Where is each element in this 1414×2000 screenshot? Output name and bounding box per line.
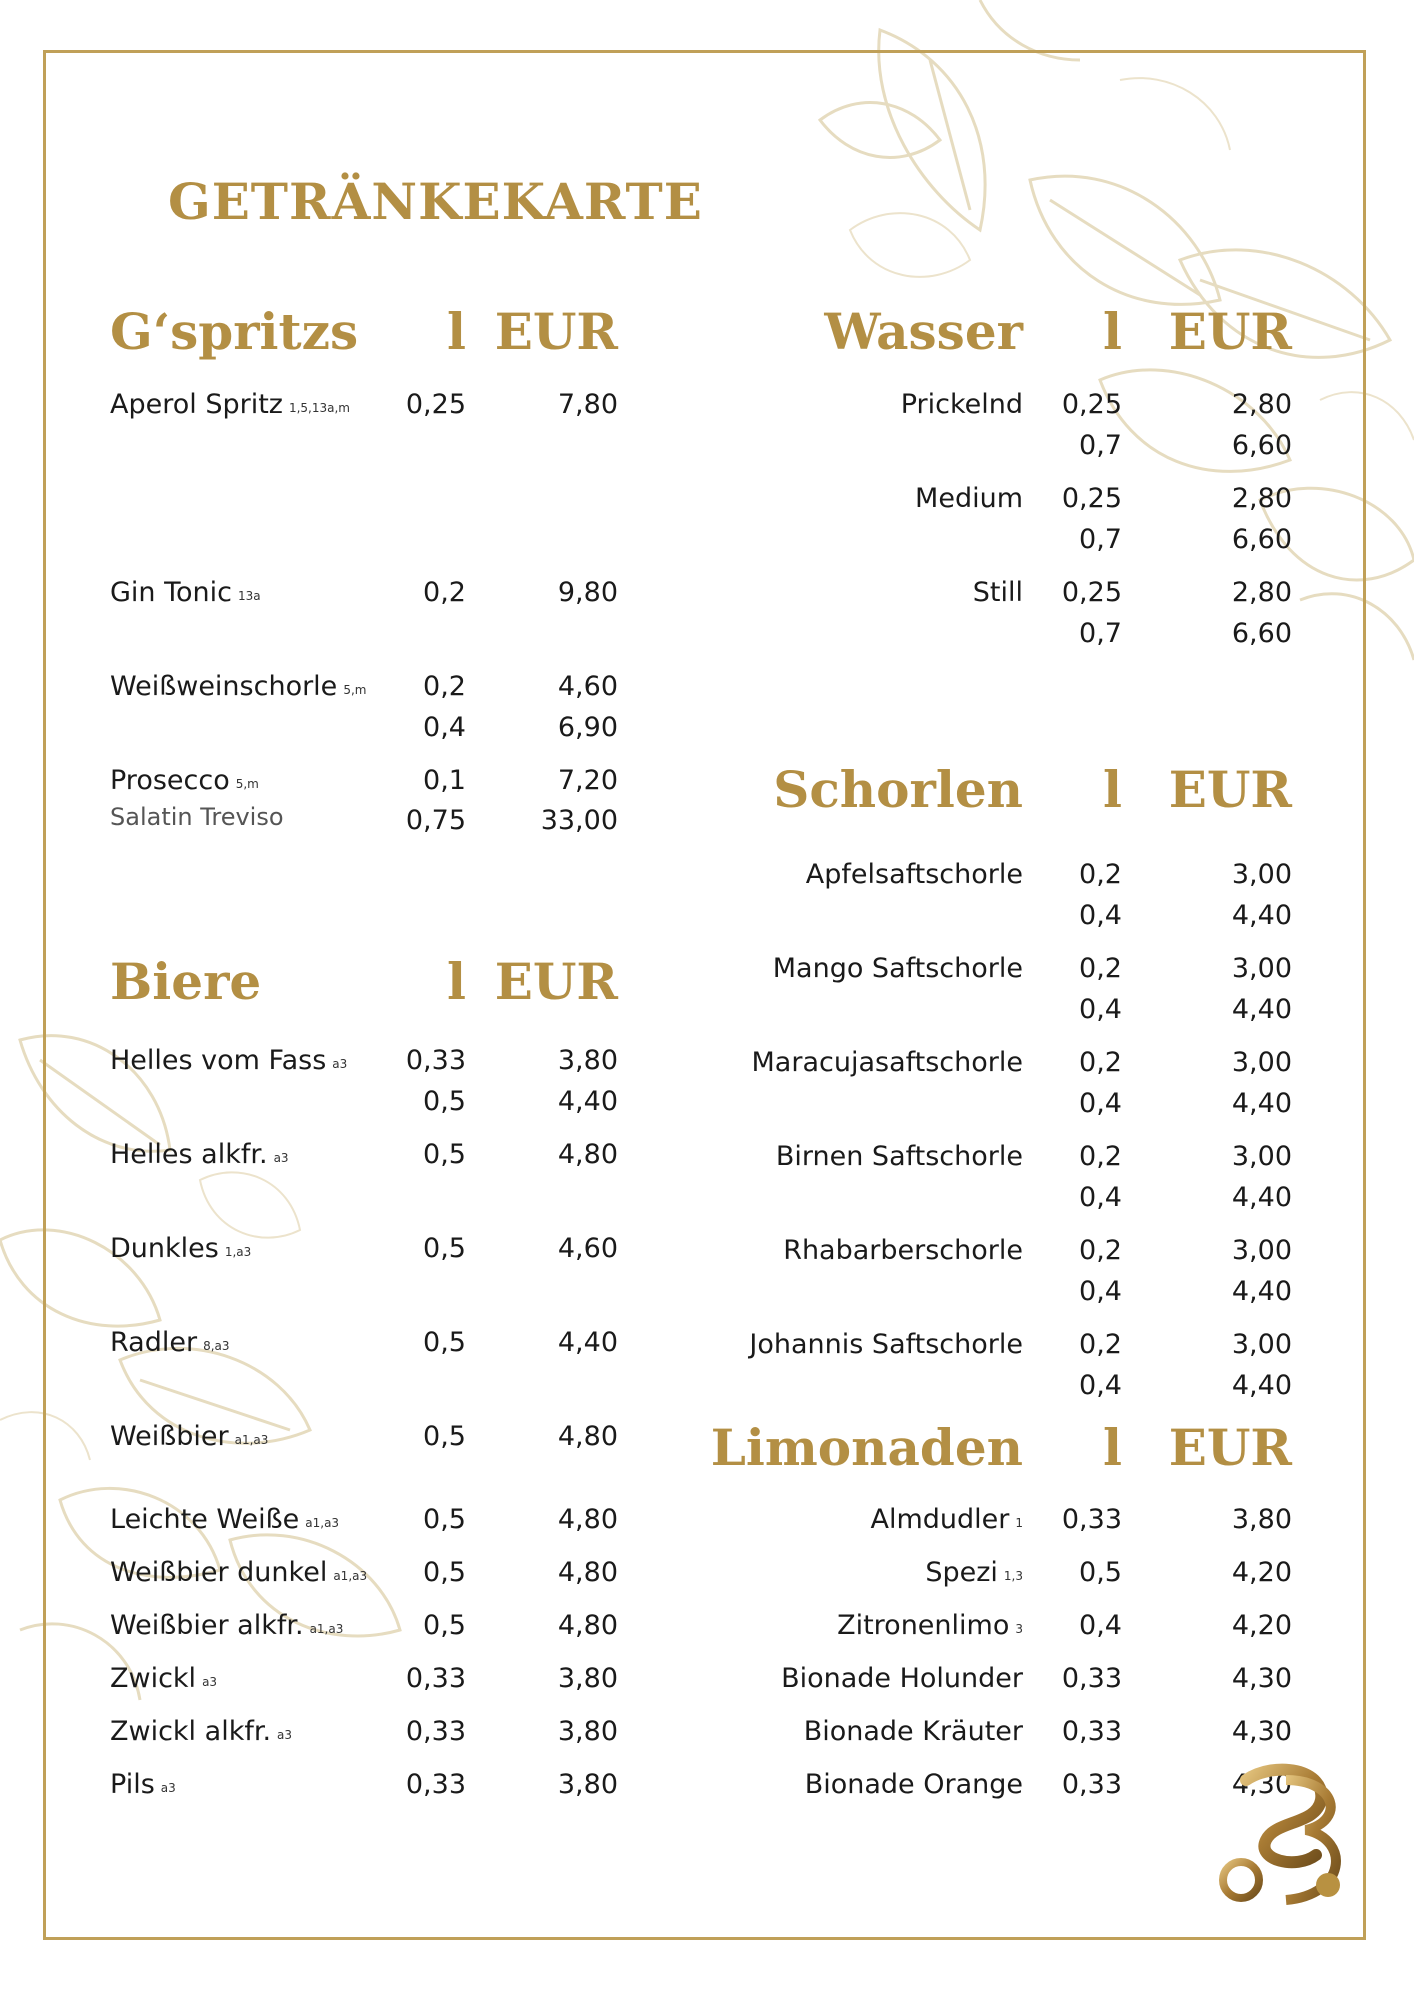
column-header-eur: EUR [1168,1418,1292,1477]
allergen-codes: 1 [1015,1516,1023,1530]
item-volume: 0,5 [423,1421,466,1452]
item-name-text: Spezi [925,1557,998,1588]
item-price: 33,00 [540,805,618,836]
page-title: GETRÄNKEKARTE [168,172,703,231]
section-header-limonaden [0,1418,1414,1478]
item-price: 4,80 [557,1139,618,1170]
item-volume: 0,2 [1079,953,1122,984]
item-name [783,1234,1023,1268]
item-volume: 0,4 [423,712,466,743]
item-price: 4,80 [557,1610,618,1641]
item-price: 3,00 [1231,1141,1292,1172]
item-price: 4,20 [1231,1610,1292,1641]
item-volume: 0,2 [1079,1329,1122,1360]
section-title-biere: Biere [110,952,262,1011]
item-price: 4,40 [557,1086,618,1117]
item-name-text: Weißbier dunkel [110,1557,328,1588]
menu-item-row [0,1140,1414,1174]
item-volume: 0,5 [1079,1557,1122,1588]
section-title-limonaden: Limonaden [710,1418,1023,1477]
column-header-eur: EUR [1168,760,1292,819]
column-header-eur: EUR [494,952,618,1011]
item-name-text: Helles vom Fass [110,1045,327,1076]
item-price: 3,80 [557,1045,618,1076]
allergen-codes: a1,a3 [234,1433,269,1447]
allergen-codes: a1,a3 [333,1569,368,1583]
allergen-codes: 5,m [343,683,367,697]
item-price: 7,80 [557,389,618,420]
menu-item-row [0,429,1414,463]
menu-item-row [0,1087,1414,1121]
item-price: 4,30 [1231,1769,1292,1800]
item-volume: 0,4 [1079,994,1122,1025]
item-price: 3,00 [1231,953,1292,984]
item-price: 4,40 [1231,1088,1292,1119]
menu-item-row [0,1768,1414,1802]
item-subname: Salatin Treviso [110,803,284,831]
item-volume: 0,25 [1061,577,1122,608]
allergen-codes: 1,3 [1003,1569,1023,1583]
item-volume: 0,4 [1079,1610,1122,1641]
allergen-codes: a3 [160,1781,176,1795]
menu-item-row [0,576,1414,610]
item-name-text: Birnen Saftschorle [775,1141,1023,1172]
menu-item-row [0,1369,1414,1403]
item-price: 4,80 [557,1557,618,1588]
menu-item-row [0,388,1414,422]
item-price: 6,60 [1231,524,1292,555]
item-name-text: Apfelsaftschorle [805,859,1023,890]
item-name-text: Helles alkfr. [110,1139,268,1170]
item-volume: 0,75 [405,805,466,836]
item-volume: 0,25 [1061,483,1122,514]
item-volume: 0,2 [1079,859,1122,890]
item-name-text: Radler [110,1327,198,1358]
item-price: 3,00 [1231,1329,1292,1360]
allergen-codes: 8,a3 [203,1339,230,1353]
item-name-text: Aperol Spritz [110,389,283,420]
menu-item-row [0,670,1414,704]
item-price: 2,80 [1231,577,1292,608]
menu-item-row [0,1609,1414,1643]
item-name [781,1662,1023,1696]
section-title-wasser: Wasser [824,302,1023,361]
item-price: 2,80 [1231,483,1292,514]
item-volume: 0,2 [1079,1235,1122,1266]
item-volume: 0,33 [405,1045,466,1076]
item-volume: 0,4 [1079,1088,1122,1119]
column-header-liter: l [1103,302,1122,361]
item-volume: 0,5 [423,1557,466,1588]
item-volume: 0,5 [423,1086,466,1117]
item-volume: 0,5 [423,1504,466,1535]
item-name-text: Maracujasaftschorle [751,1047,1023,1078]
item-name [110,670,366,708]
menu-item-row [0,1046,1414,1080]
item-name-text: Weißbier [110,1421,229,1452]
item-volume: 0,4 [1079,1182,1122,1213]
item-volume: 0,2 [423,577,466,608]
item-price: 4,60 [557,1233,618,1264]
column-header-liter: l [447,952,466,1011]
item-price: 6,60 [1231,618,1292,649]
item-name-text: Almdudler [870,1504,1010,1535]
item-volume: 0,33 [405,1663,466,1694]
allergen-codes: a3 [273,1151,289,1165]
item-price: 6,90 [557,712,618,743]
item-name-text: Bionade Holunder [781,1663,1023,1694]
item-name [806,858,1023,892]
item-price: 4,40 [557,1327,618,1358]
allergen-codes: 3 [1015,1622,1023,1636]
item-name-text: Bionade Kräuter [803,1716,1023,1747]
item-name-text: Gin Tonic [110,577,233,608]
column-header-liter: l [1103,1418,1122,1477]
item-price: 3,00 [1231,1235,1292,1266]
item-volume: 0,2 [423,671,466,702]
item-name [804,1715,1023,1749]
allergen-codes: a3 [277,1728,293,1742]
allergen-codes: 13a [238,589,261,603]
item-name-text: Weißbier alkfr. [110,1610,304,1641]
item-name-text: Prosecco [110,765,230,796]
item-volume: 0,2 [1079,1141,1122,1172]
item-name-text: Zwickl alkfr. [110,1716,272,1747]
item-name-text: Prickelnd [900,389,1023,420]
item-volume: 0,7 [1079,430,1122,461]
item-name [776,1140,1023,1174]
monogram-logo-letters: SB [1272,1838,1298,1860]
item-price: 4,60 [557,671,618,702]
item-volume: 0,33 [1061,1504,1122,1535]
item-price: 4,40 [1231,994,1292,1025]
menu-item-row [0,482,1414,516]
item-volume: 0,5 [423,1610,466,1641]
item-name [901,388,1023,422]
item-name-text: Leichte Weiße [110,1504,300,1535]
item-volume: 0,25 [1061,389,1122,420]
column-header-liter: l [447,302,466,361]
item-price: 4,80 [557,1421,618,1452]
item-name-text: Weißweinschorle [110,671,338,702]
item-volume: 0,5 [423,1139,466,1170]
menu-item-row [0,1328,1414,1362]
menu-item-row [0,952,1414,986]
item-price: 9,80 [557,577,618,608]
item-name [752,1046,1023,1080]
item-name-text: Zitronenlimo [837,1610,1010,1641]
item-name [837,1609,1023,1647]
item-volume: 0,33 [405,1769,466,1800]
item-volume: 0,2 [1079,1047,1122,1078]
item-name-text: Still [972,577,1023,608]
menu-item-row [0,1503,1414,1537]
item-name-text: Zwickl [110,1663,197,1694]
menu-item-row [0,1275,1414,1309]
column-header-eur: EUR [494,302,618,361]
item-name-text: Medium [915,483,1023,514]
section-header-schorlen [0,760,1414,820]
section-header-wasser [0,302,1414,362]
item-volume: 0,4 [1079,900,1122,931]
item-name-text: Bionade Orange [804,1769,1023,1800]
item-price: 3,80 [557,1769,618,1800]
menu-item-row [0,1181,1414,1215]
section-title-schorlen: Schorlen [773,760,1023,819]
item-price: 6,60 [1231,430,1292,461]
column-header-eur: EUR [1168,302,1292,361]
allergen-codes: 1,5,13a,m [288,401,350,415]
menu-item-row [0,1662,1414,1696]
item-price: 4,30 [1231,1663,1292,1694]
item-price: 3,00 [1231,1047,1292,1078]
item-price: 7,20 [557,765,618,796]
item-name-text: Pils [110,1769,155,1800]
item-price: 3,80 [1231,1504,1292,1535]
item-price: 4,40 [1231,1276,1292,1307]
item-name [915,482,1023,516]
item-name [773,952,1023,986]
allergen-codes: 5,m [235,777,259,791]
item-price: 2,80 [1231,389,1292,420]
item-volume: 0,33 [405,1716,466,1747]
item-volume: 0,4 [1079,1276,1122,1307]
item-volume: 0,33 [1061,1716,1122,1747]
item-volume: 0,5 [423,1233,466,1264]
item-name [870,1503,1023,1541]
item-name [973,576,1023,610]
item-name [749,1328,1023,1362]
menu-item-row [0,1556,1414,1590]
item-volume: 0,33 [1061,1769,1122,1800]
menu-item-row [0,993,1414,1027]
allergen-codes: a3 [332,1057,348,1071]
item-price: 4,20 [1231,1557,1292,1588]
item-price: 3,80 [557,1716,618,1747]
allergen-codes: a1,a3 [309,1622,344,1636]
item-volume: 0,7 [1079,524,1122,555]
menu-item-row [0,1715,1414,1749]
item-name-text: Mango Saftschorle [772,953,1023,984]
item-name [925,1556,1023,1594]
section-title-gspritzs: G‘spritzs [110,302,359,361]
item-name [805,1768,1023,1802]
item-volume: 0,1 [423,765,466,796]
menu-item-row [0,617,1414,651]
column-header-liter: l [1103,760,1122,819]
menu-item-row [0,899,1414,933]
item-volume: 0,7 [1079,618,1122,649]
menu-item-row [0,711,1414,745]
item-volume: 0,4 [1079,1370,1122,1401]
menu-item-row [0,523,1414,557]
item-name-text: Dunkles [110,1233,219,1264]
item-price: 4,80 [557,1504,618,1535]
item-volume: 0,33 [1061,1663,1122,1694]
item-price: 4,40 [1231,900,1292,931]
item-volume: 0,25 [405,389,466,420]
item-name-text: Rhabarberschorle [783,1235,1023,1266]
allergen-codes: a3 [202,1675,218,1689]
menu-item-row [0,1234,1414,1268]
item-name-text: Johannis Saftschorle [749,1329,1023,1360]
item-price: 4,40 [1231,1182,1292,1213]
allergen-codes: 1,a3 [224,1245,252,1259]
item-price: 4,40 [1231,1370,1292,1401]
item-price: 3,00 [1231,859,1292,890]
item-price: 3,80 [557,1663,618,1694]
item-volume: 0,5 [423,1327,466,1358]
item-price: 4,30 [1231,1716,1292,1747]
allergen-codes: a1,a3 [305,1516,340,1530]
menu-item-row [0,858,1414,892]
monogram-logo [1216,1760,1354,1918]
